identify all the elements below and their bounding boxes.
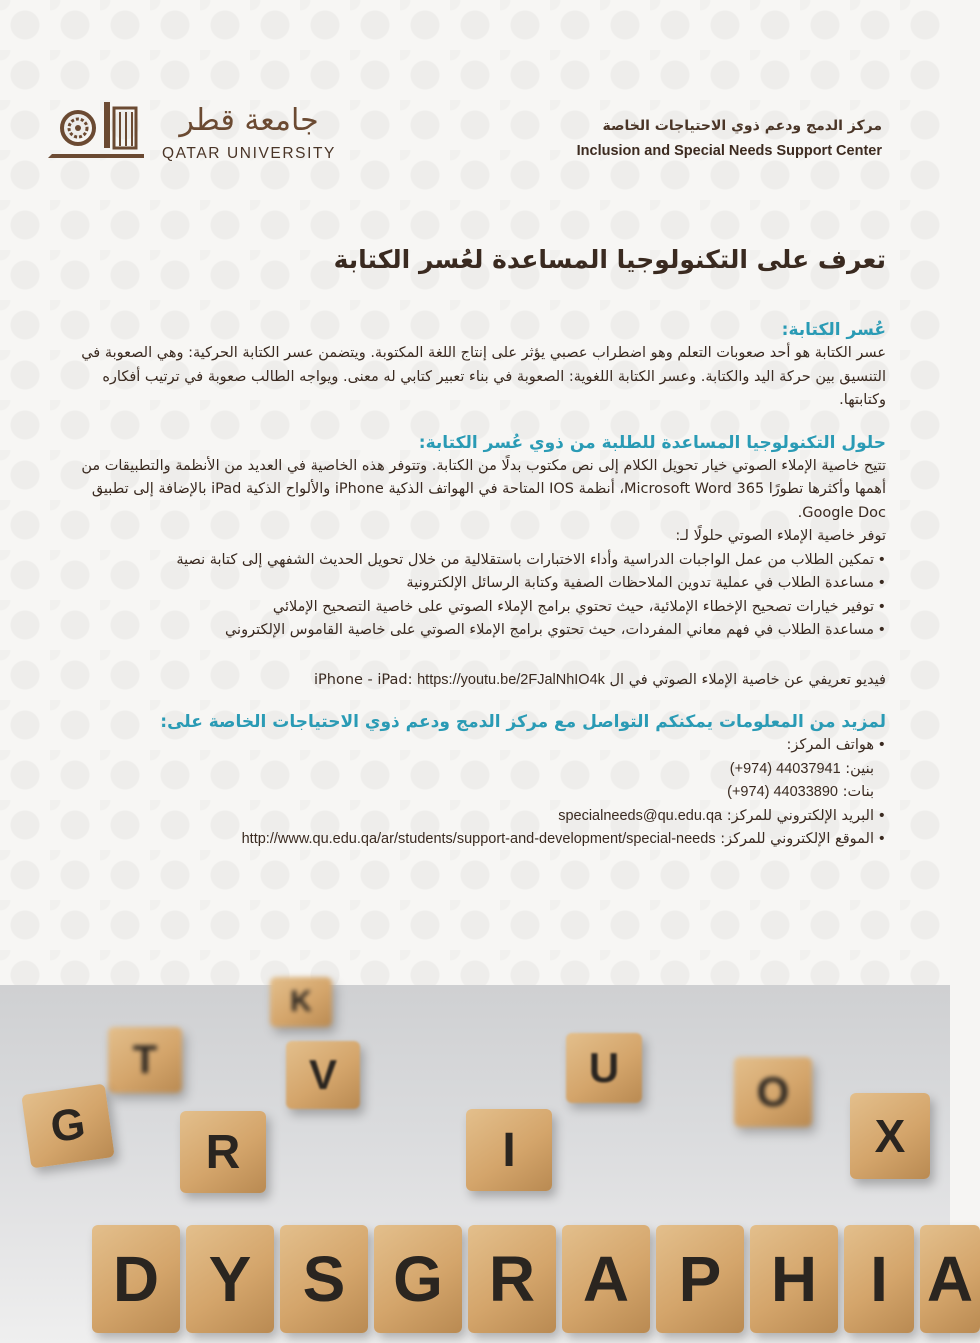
- letter-cube: I: [466, 1109, 552, 1191]
- university-name-ar: جامعة قطر: [179, 103, 319, 138]
- letter-cube: T: [108, 1027, 182, 1093]
- letter-cube: G: [21, 1084, 114, 1169]
- video-link[interactable]: https://youtu.be/2FJalNhIO4k: [417, 671, 605, 688]
- dysgraphia-heading: عُسر الكتابة:: [781, 320, 886, 340]
- solutions-heading: حلول التكنولوجيا المساعدة للطلبة من ذوي عُسر الكتابة:: [418, 432, 886, 453]
- girls-phone-row: [70, 781, 886, 805]
- qatar-university-logo-icon: [48, 98, 144, 160]
- email-row: [70, 805, 886, 829]
- solutions-paragraph: تتيح خاصية الإملاء الصوتي خيار تحويل الكلام إلى نص مكتوب بدلًا من الكتابة. وتتوفر هذه الخاصية في العديد من الأنظمة والتطبيقات من أهمها وأكثرها تطورًا Microsoft Word 365، أنظمة IOS المتاحة في الهواتف الذكية iPhone والألواح الذكية iPad بالإضافة إلى تطبيق Google Doc.: [81, 457, 886, 521]
- word-cube: P: [656, 1225, 744, 1333]
- dysgraphia-word-cubes: [90, 1225, 974, 1337]
- list-item: • توفير خيارات تصحيح الإخطاء الإملائية، حيث تحتوي برامج الإملاء الصوتي على خاصية التصحيح الإملائي: [70, 596, 886, 620]
- contact-list: [70, 734, 886, 852]
- list-item: • مساعدة الطلاب في عملية تدوين الملاحظات الصفية وكتابة الرسائل الإلكترونية: [70, 572, 886, 596]
- center-name-ar: مركز الدمج ودعم ذوي الاحتياجات الخاصة: [602, 118, 882, 134]
- boys-label: بنين:: [845, 760, 874, 777]
- letter-cube: R: [180, 1111, 266, 1193]
- list-item: • تمكين الطلاب من عمل الواجبات الدراسية وأداء الاختبارات باستقلالية من خلال تحويل الحديث الشفهي إلى كتابة نصية: [70, 549, 886, 573]
- word-cube: Y: [186, 1225, 274, 1333]
- boys-phone-row: [70, 758, 886, 782]
- website-row: [70, 828, 886, 852]
- girls-phone[interactable]: (+974) 44033890: [727, 784, 839, 800]
- boys-phone[interactable]: (+974) 44037941: [729, 760, 841, 777]
- video-label: فيديو تعريفي عن خاصية الإملاء الصوتي في ال iPhone - iPad:: [314, 671, 886, 688]
- solutions-list: [70, 549, 886, 643]
- video-line: [70, 669, 886, 693]
- dysgraphia-definition: عسر الكتابة هو أحد صعوبات التعلم وهو اضطراب عصبي يؤثر على إنتاج اللغة المكتوبة. ويتضمن عسر الكتابة الحركية: وهي الصعوبة في التنسيق بين حركة اليد والكتابة. وعسر الكتابة اللغوية: الصعوبة في بناء تعبير كتابي له معنى. ويواجه الطالب صعوبة في ترتيب أفكاره وكتابتها.: [81, 345, 886, 408]
- girls-label: بنات:: [842, 784, 874, 800]
- word-cube: A: [562, 1225, 650, 1333]
- contact-heading: لمزيد من المعلومات يمكنكم التواصل مع مركز الدمج ودعم ذوي الاحتياجات الخاصة على:: [160, 712, 886, 732]
- word-cube: R: [468, 1225, 556, 1333]
- word-cube: S: [280, 1225, 368, 1333]
- website-link[interactable]: http://www.qu.edu.qa/ar/students/support-and-development/special-needs: [241, 831, 716, 847]
- article-content: [70, 245, 886, 852]
- center-name-en: Inclusion and Special Needs Support Center: [576, 143, 882, 159]
- letter-cube: O: [734, 1057, 812, 1127]
- phones-label: • هواتف المركز:: [70, 734, 886, 758]
- word-cube: I: [844, 1225, 914, 1333]
- solutions-intro: توفر خاصية الإملاء الصوتي حلولًا لـ:: [675, 528, 886, 544]
- word-cube: G: [374, 1225, 462, 1333]
- letter-cube: U: [566, 1033, 642, 1103]
- word-cube: A: [920, 1225, 980, 1333]
- letter-cube: K: [270, 977, 332, 1027]
- page-header: [0, 0, 950, 200]
- university-name-en: QATAR UNIVERSITY: [161, 145, 336, 162]
- letter-cube: X: [850, 1093, 930, 1179]
- email-label: البريد الإلكتروني للمركز:: [726, 807, 874, 824]
- website-label: الموقع الإلكتروني للمركز:: [720, 831, 874, 847]
- word-cube: H: [750, 1225, 838, 1333]
- letter-cube: V: [286, 1041, 360, 1109]
- list-item: • مساعدة الطلاب في فهم معاني المفردات، حيث تحتوي برامج الإملاء الصوتي على خاصية القاموس الإلكتروني: [70, 619, 886, 643]
- email-link[interactable]: specialneeds@qu.edu.qa: [558, 807, 723, 824]
- word-cube: D: [92, 1225, 180, 1333]
- page-title: تعرف على التكنولوجيا المساعدة لعُسر الكتابة: [333, 245, 886, 274]
